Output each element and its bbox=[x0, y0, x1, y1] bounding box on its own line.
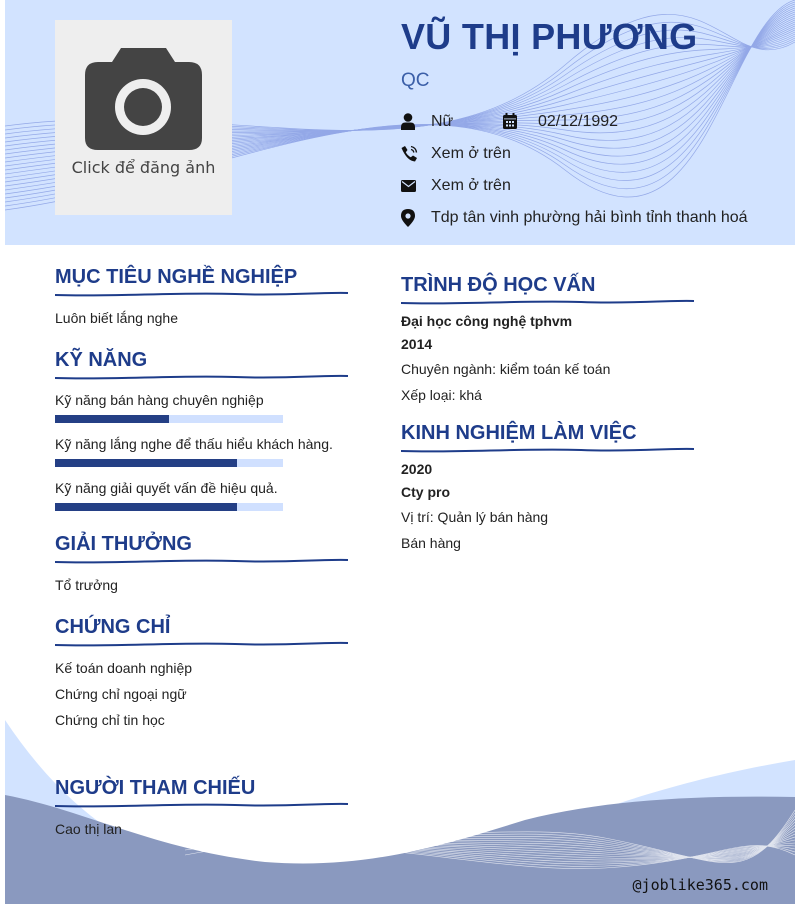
heading-underline bbox=[401, 447, 696, 454]
heading-underline bbox=[55, 374, 350, 381]
candidate-position[interactable]: QC bbox=[401, 70, 430, 91]
skill-item[interactable] bbox=[55, 434, 350, 478]
gender-value[interactable]: Nữ bbox=[431, 113, 454, 130]
calendar-icon bbox=[503, 113, 517, 129]
references-heading: NGƯỜI THAM CHIẾU bbox=[55, 777, 256, 799]
skills-heading: KỸ NĂNG bbox=[55, 349, 148, 371]
skill-item[interactable] bbox=[55, 390, 350, 434]
heading-underline bbox=[55, 558, 350, 565]
address-value[interactable]: Tdp tân vinh phường hải bình tỉnh thanh hoá bbox=[431, 209, 748, 226]
envelope-icon bbox=[401, 180, 416, 192]
education-school[interactable]: Đại học công nghệ tphvm bbox=[401, 313, 573, 329]
skills-section bbox=[55, 348, 350, 522]
map-pin-icon bbox=[401, 209, 415, 227]
skill-bar-fill bbox=[55, 503, 237, 511]
heading-underline bbox=[401, 299, 696, 306]
education-year[interactable]: 2014 bbox=[401, 336, 433, 352]
skill-bar bbox=[55, 503, 283, 511]
skill-label: Kỹ năng lắng nghe để thấu hiểu khách hàng. bbox=[55, 436, 333, 452]
objective-text[interactable]: Luôn biết lắng nghe bbox=[55, 310, 178, 326]
certificate-item[interactable]: Chứng chỉ ngoại ngữ bbox=[55, 686, 187, 702]
experience-description[interactable]: Bán hàng bbox=[401, 535, 461, 551]
education-section bbox=[401, 273, 696, 408]
email-value[interactable]: Xem ở trên bbox=[431, 177, 511, 194]
user-icon bbox=[401, 113, 415, 130]
skill-bar-fill bbox=[55, 415, 169, 423]
heading-underline bbox=[55, 291, 350, 298]
references-section bbox=[55, 776, 350, 842]
heading-underline bbox=[55, 802, 350, 809]
objective-section bbox=[55, 265, 350, 331]
certificates-heading: CHỨNG CHỈ bbox=[55, 616, 171, 638]
education-rank[interactable]: Xếp loại: khá bbox=[401, 387, 482, 403]
experience-year[interactable]: 2020 bbox=[401, 461, 433, 477]
skill-bar bbox=[55, 415, 283, 423]
experience-section bbox=[401, 421, 696, 556]
site-watermark: @joblike365.com bbox=[632, 876, 768, 894]
awards-heading: GIẢI THƯỞNG bbox=[55, 533, 192, 555]
reference-item[interactable]: Cao thị lan bbox=[55, 821, 122, 837]
cv-page bbox=[5, 0, 795, 904]
phone-icon bbox=[401, 145, 418, 162]
experience-company[interactable]: Cty pro bbox=[401, 484, 450, 500]
phone-value[interactable]: Xem ở trên bbox=[431, 145, 511, 162]
education-heading: TRÌNH ĐỘ HỌC VẤN bbox=[401, 274, 596, 296]
certificate-item[interactable]: Kế toán doanh nghiệp bbox=[55, 660, 193, 676]
education-major[interactable]: Chuyên ngành: kiểm toán kế toán bbox=[401, 361, 611, 377]
dob-value[interactable]: 02/12/1992 bbox=[538, 113, 619, 130]
experience-role[interactable]: Vị trí: Quản lý bán hàng bbox=[401, 509, 549, 525]
objective-heading: MỤC TIÊU NGHỀ NGHIỆP bbox=[55, 266, 298, 288]
profile-photo-upload[interactable] bbox=[55, 20, 232, 215]
camera-icon bbox=[85, 48, 202, 150]
experience-heading: KINH NGHIỆM LÀM VIỆC bbox=[401, 422, 637, 444]
awards-section bbox=[55, 532, 350, 598]
candidate-name[interactable]: VŨ THỊ PHƯƠNG bbox=[401, 16, 698, 57]
photo-caption: Click để đăng ảnh bbox=[71, 158, 216, 177]
award-item[interactable]: Tổ trưởng bbox=[55, 577, 118, 593]
skill-bar-fill bbox=[55, 459, 237, 467]
heading-underline bbox=[55, 641, 350, 648]
skill-label: Kỹ năng giải quyết vấn đề hiệu quả. bbox=[55, 480, 278, 496]
certificates-section bbox=[55, 615, 350, 733]
skill-label: Kỹ năng bán hàng chuyên nghiệp bbox=[55, 392, 264, 408]
skill-item[interactable] bbox=[55, 478, 350, 522]
skill-bar bbox=[55, 459, 283, 467]
certificate-item[interactable]: Chứng chỉ tin học bbox=[55, 712, 165, 728]
